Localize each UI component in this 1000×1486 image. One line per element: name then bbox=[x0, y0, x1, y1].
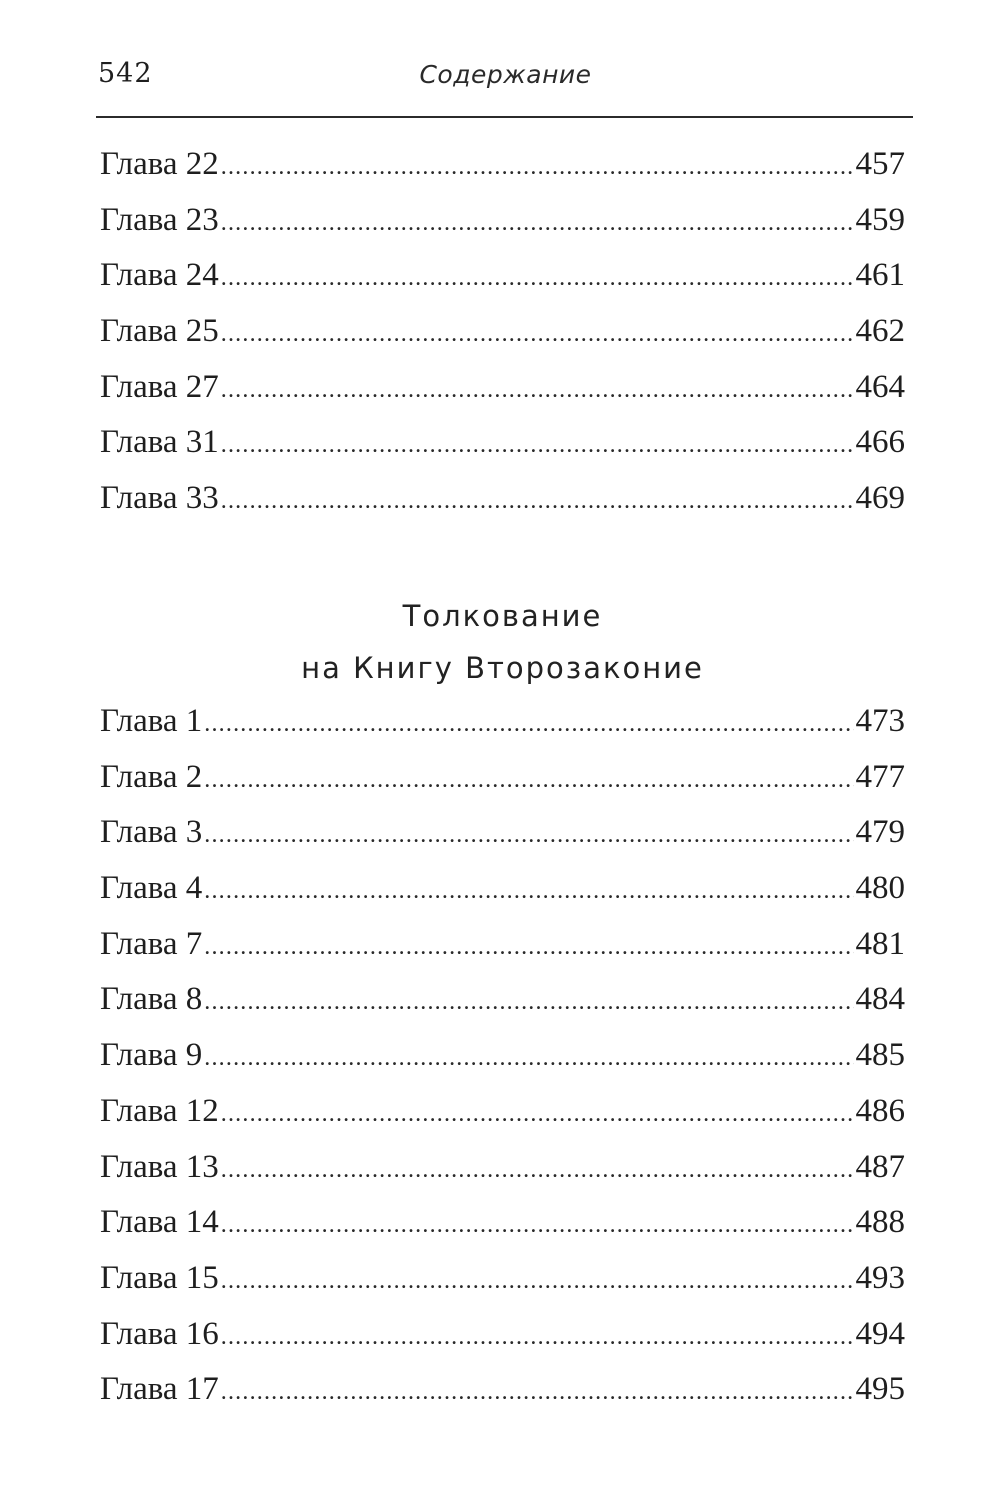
toc-entry-label: Глава 22 bbox=[100, 146, 219, 182]
toc-entry-page: 473 bbox=[855, 703, 905, 739]
toc-dot-leader bbox=[221, 1212, 854, 1239]
toc-entry[interactable] bbox=[100, 926, 905, 982]
toc-entry-page: 495 bbox=[855, 1371, 905, 1408]
toc-entry-label: Глава 12 bbox=[100, 1092, 219, 1129]
toc-entry[interactable] bbox=[100, 313, 905, 369]
toc-entry-page: 469 bbox=[855, 480, 905, 517]
toc-dot-leader bbox=[221, 1268, 854, 1295]
toc-entry-page: 481 bbox=[855, 925, 905, 962]
toc-entry-label: Глава 33 bbox=[100, 480, 219, 517]
toc-entry-label: Глава 27 bbox=[100, 368, 219, 405]
toc-entry-label: Глава 1 bbox=[100, 703, 203, 739]
section-heading bbox=[100, 590, 905, 694]
toc-entry-label: Глава 31 bbox=[100, 424, 219, 461]
toc-entry-page: 477 bbox=[855, 758, 905, 795]
toc-dot-leader bbox=[221, 1101, 854, 1128]
toc-entry-label: Глава 16 bbox=[100, 1315, 219, 1352]
toc-entry-label: Глава 2 bbox=[100, 758, 203, 795]
toc-entry-label: Глава 8 bbox=[100, 981, 203, 1018]
toc-entry[interactable] bbox=[100, 424, 905, 480]
toc-entry[interactable] bbox=[100, 703, 905, 759]
toc-entry-label: Глава 9 bbox=[100, 1037, 203, 1074]
toc-entry[interactable] bbox=[100, 369, 905, 425]
toc-entry-page: 462 bbox=[855, 313, 905, 350]
toc-entry[interactable] bbox=[100, 257, 905, 313]
header-divider bbox=[96, 116, 913, 118]
toc-entry-label: Глава 14 bbox=[100, 1204, 219, 1241]
toc-dot-leader bbox=[204, 934, 853, 961]
toc-entry-page: 464 bbox=[855, 368, 905, 405]
toc-dot-leader bbox=[221, 210, 854, 237]
toc-entry[interactable] bbox=[100, 759, 905, 815]
page-number: 542 bbox=[98, 58, 153, 89]
toc-dot-leader bbox=[204, 822, 853, 849]
toc-entry[interactable] bbox=[100, 202, 905, 258]
toc-entry-label: Глава 25 bbox=[100, 313, 219, 350]
toc-entry-label: Глава 23 bbox=[100, 201, 219, 238]
toc-entry-page: 466 bbox=[855, 424, 905, 461]
toc-entry-page: 480 bbox=[855, 870, 905, 907]
toc-entry-page: 479 bbox=[855, 814, 905, 851]
toc-entry[interactable] bbox=[100, 146, 905, 202]
toc-entry[interactable] bbox=[100, 1149, 905, 1205]
toc-dot-leader bbox=[221, 377, 854, 404]
toc-entry-page: 459 bbox=[855, 201, 905, 238]
toc-entry-page: 487 bbox=[855, 1148, 905, 1185]
toc-dot-leader bbox=[221, 488, 854, 515]
toc-entry-page: 461 bbox=[855, 257, 905, 294]
toc-entry-label: Глава 15 bbox=[100, 1259, 219, 1296]
toc-dot-leader bbox=[221, 1379, 854, 1406]
toc-entry-page: 457 bbox=[855, 146, 905, 182]
toc-entry-page: 493 bbox=[855, 1259, 905, 1296]
toc-list-part1 bbox=[100, 146, 905, 536]
toc-dot-leader bbox=[221, 432, 854, 459]
toc-entry-label: Глава 7 bbox=[100, 925, 203, 962]
toc-entry[interactable] bbox=[100, 870, 905, 926]
toc-list-part2 bbox=[100, 703, 905, 1427]
toc-entry[interactable] bbox=[100, 1260, 905, 1316]
toc-dot-leader bbox=[221, 1157, 854, 1184]
toc-entry[interactable] bbox=[100, 1204, 905, 1260]
toc-entry[interactable] bbox=[100, 1093, 905, 1149]
toc-dot-leader bbox=[221, 321, 854, 348]
section-heading-line2: на Книгу Второзаконие bbox=[301, 651, 704, 685]
toc-entry-label: Глава 4 bbox=[100, 870, 203, 907]
toc-entry-label: Глава 3 bbox=[100, 814, 203, 851]
running-head bbox=[98, 58, 913, 98]
toc-entry[interactable] bbox=[100, 1037, 905, 1093]
toc-entry-page: 484 bbox=[855, 981, 905, 1018]
toc-entry-page: 494 bbox=[855, 1315, 905, 1352]
toc-entry[interactable] bbox=[100, 480, 905, 536]
toc-entry-page: 488 bbox=[855, 1204, 905, 1241]
toc-dot-leader bbox=[221, 265, 854, 292]
toc-entry-page: 486 bbox=[855, 1092, 905, 1129]
toc-entry[interactable] bbox=[100, 1371, 905, 1427]
toc-entry[interactable] bbox=[100, 814, 905, 870]
toc-entry-label: Глава 13 bbox=[100, 1148, 219, 1185]
toc-entry[interactable] bbox=[100, 1316, 905, 1372]
toc-dot-leader bbox=[204, 878, 853, 905]
toc-dot-leader bbox=[204, 767, 853, 794]
toc-dot-leader bbox=[221, 1324, 854, 1351]
toc-dot-leader bbox=[204, 989, 853, 1016]
running-title: Содержание bbox=[419, 60, 592, 89]
toc-entry-page: 485 bbox=[855, 1037, 905, 1074]
toc-entry-label: Глава 24 bbox=[100, 257, 219, 294]
toc-dot-leader bbox=[204, 1045, 853, 1072]
toc-dot-leader bbox=[221, 154, 854, 181]
toc-entry[interactable] bbox=[100, 981, 905, 1037]
section-heading-line1: Толкование bbox=[402, 599, 603, 633]
toc-entry-label: Глава 17 bbox=[100, 1371, 219, 1408]
toc-dot-leader bbox=[204, 711, 853, 738]
